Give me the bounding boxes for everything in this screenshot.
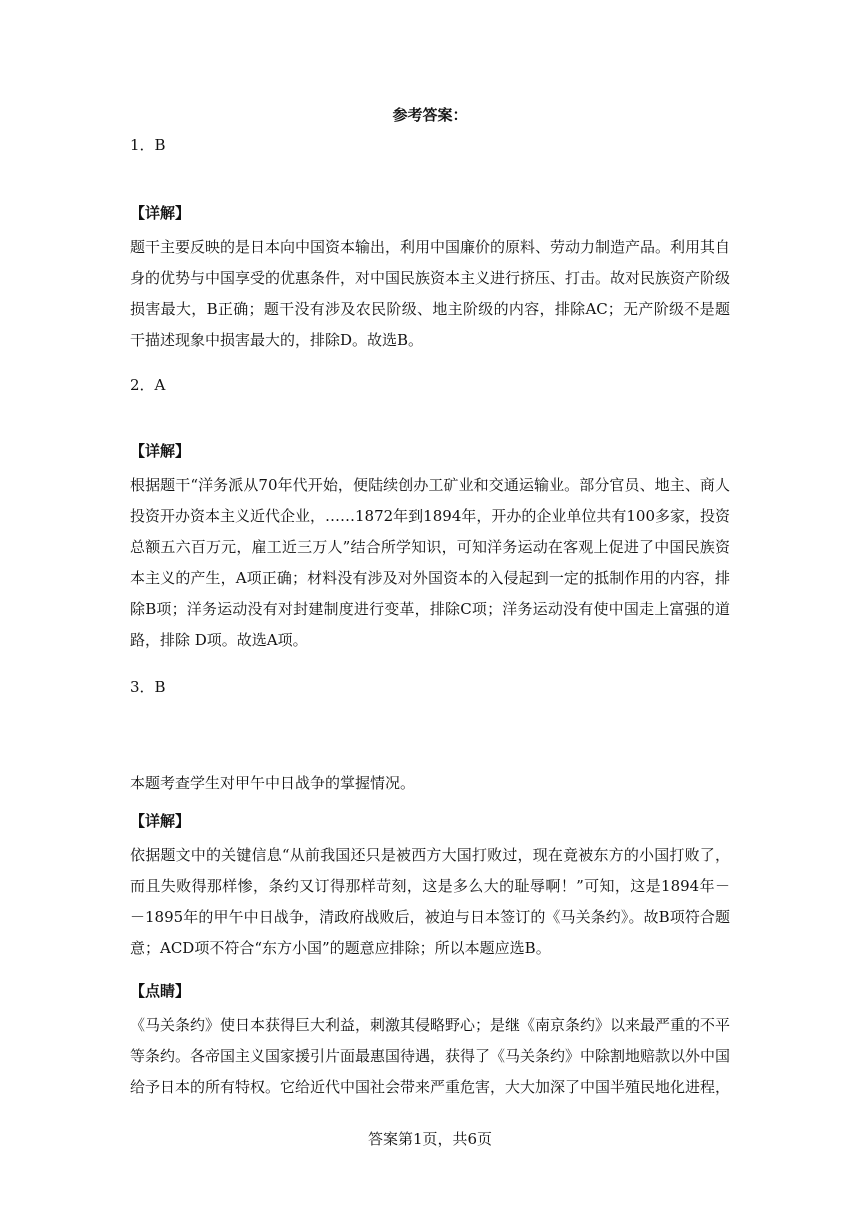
page-title: 参考答案： [392, 106, 468, 124]
intro-text-3: 本题考查学生对甲午中日战争的掌握情况。 [130, 774, 416, 792]
detail-text-3: 依据题文中的关键信息“从前我国还只是被西方大国打败过，现在竟被东方的小国打败了，而且失败得那样惨，条约又订得那样苛刻，这是多么大的耻辱啊！”可知，这是1894年－－1895年的甲午中日战争，清政府战败后，被迫与日本签订的《马关条约》。故B项符合题意；ACD项不符合“东方小国”的题意应排除；所以本题应选B。 [130, 846, 730, 957]
detail-text-2: 根据题干“洋务派从70年代开始，便陆续创办工矿业和交通运输业。部分官员、地主、商人投资开办资本主义近代企业，……1872年到1894年，开办的企业单位共有100多家，投资总额五六百万元，雇工近三万人”结合所学知识，可知洋务运动在客观上促进了中国民族资本主义的产生，A项正确；材料没有涉及对外国资本的入侵起到一定的抵制作用的内容，排除B项；洋务运动没有对封建制度进行变革，排除C项；洋务运动没有使中国走上富强的道路，排除 D项。故选A项。 [130, 476, 730, 649]
note-heading-3: 【点睛】 [130, 982, 191, 1000]
note-text-3: 《马关条约》使日本获得巨大利益，刺激其侵略野心；是继《南京条约》以来最严重的不平等条约。各帝国主义国家援引片面最惠国待遇，获得了《马关条约》中除割地赔款以外中国给予日本的所有特权。它给近代中国社会带来严重危害，大大加深了中国半殖民地化进程， [130, 1016, 731, 1096]
detail-text-1: 题干主要反映的是日本向中国资本输出，利用中国廉价的原料、劳动力制造产品。利用其自身的优势与中国享受的优惠条件，对中国民族资本主义进行挤压、打击。故对民族资产阶级损害最大，B正确；题干没有涉及农民阶级、地主阶级的内容，排除AC；无产阶级不是题干描述现象中损害最大的，排除D。故选B。 [130, 238, 731, 349]
detail-heading-1: 【详解】 [130, 204, 191, 222]
answer-2: 2．A [130, 376, 166, 394]
answer-1: 1．B [130, 136, 166, 154]
page-footer: 答案第1页，共6页 [367, 1130, 493, 1148]
detail-heading-2: 【详解】 [130, 442, 191, 460]
detail-heading-3: 【详解】 [130, 812, 191, 830]
answer-3: 3．B [130, 678, 166, 696]
